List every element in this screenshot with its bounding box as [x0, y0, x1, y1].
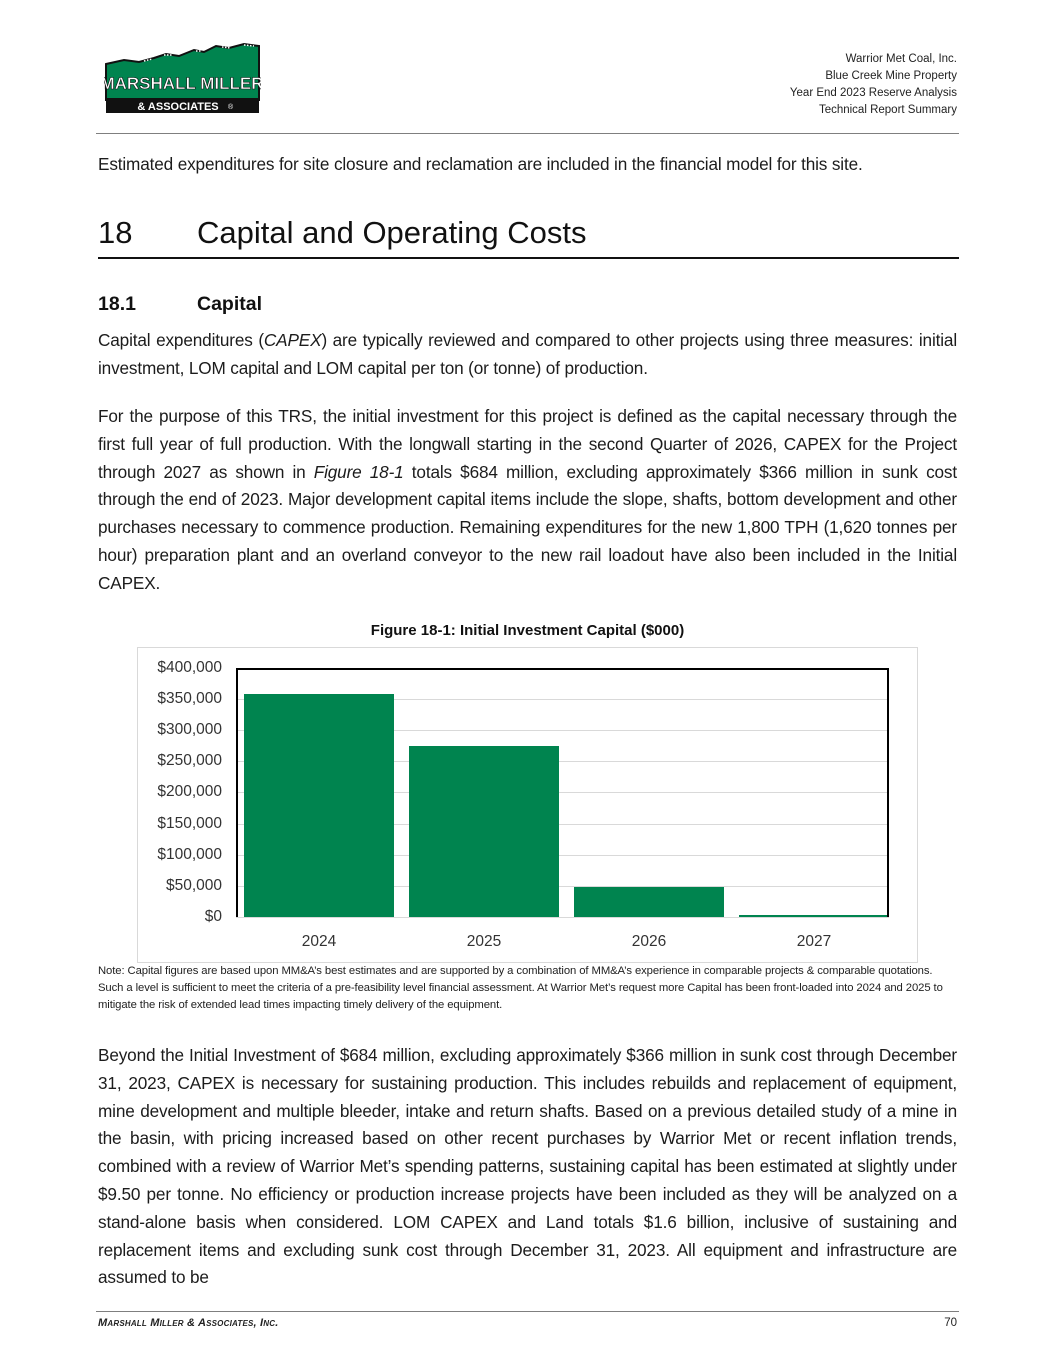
x-tick-label: 2025: [466, 933, 502, 950]
y-tick-label: $350,000: [157, 690, 222, 707]
section-number: 18: [98, 215, 133, 250]
capex-definition-paragraph: Capital expenditures (CAPEX) are typically reviewed and compared to other projects using three measures: initial investment, LOM capital and LOM capital per ton (or tonne) of production.: [98, 330, 957, 378]
property-name: Blue Creek Mine Property: [825, 70, 957, 82]
subsection-heading: [98, 290, 262, 318]
figure-note: Note: Capital figures are based upon MM&A’s best estimates and are supported by a combination of MM&A’s experience in comparable projects & comparable quotations. Such a level is sufficient to meet the criteria of a pre-feasibility level financial assessment. At Warrior Met’s request more Capital has been front-loaded into 2024 and 2025 to mitigate the risk of extended lead times impacting timely delivery of the equipment.: [98, 965, 943, 1011]
x-tick-label: 2027: [796, 933, 832, 950]
intro-paragraph: Estimated expenditures for site closure and reclamation are included in the financial model for this site.: [98, 154, 863, 174]
header-divider: [96, 133, 959, 134]
report-type: Technical Report Summary: [818, 104, 957, 116]
report-header-info: [790, 51, 957, 119]
analysis-name: Year End 2023 Reserve Analysis: [789, 87, 957, 99]
figure-caption: Figure 18-1: Initial Investment Capital ($000): [370, 622, 685, 639]
svg-text:& ASSOCIATES: & ASSOCIATES: [137, 101, 219, 113]
y-tick-label: $50,000: [165, 877, 222, 894]
y-tick-label: $250,000: [157, 752, 222, 769]
y-tick-label: $300,000: [157, 721, 222, 738]
subsection-title: Capital: [197, 293, 263, 315]
footer-divider: [96, 1311, 959, 1312]
y-tick-label: $200,000: [157, 783, 222, 800]
y-tick-label: $150,000: [157, 815, 222, 832]
section-heading: [98, 213, 959, 259]
section-title: Capital and Operating Costs: [197, 215, 587, 250]
initial-investment-paragraph: For the purpose of this TRS, the initial investment for this project is defined as the capital necessary through the first full year of full production. With the longwall starting in the second Quarter of 2026, CAPEX for the Project through 2027 as shown in Figure 18-1 totals $684 million, excluding approximately $366 million in sunk cost through the end of 2023. Major development capital items include the slope, shafts, bottom development and other purchases necessary to commence production. Remaining expenditures for the new 1,800 TPH (1,620 tonnes per hour) preparation plant and an overland conveyor to the new rail loadout have also been included in the Initial CAPEX.: [98, 406, 957, 593]
y-tick-label: $100,000: [157, 846, 222, 863]
x-axis-baseline: [236, 917, 889, 918]
x-tick-label: 2024: [301, 933, 337, 950]
company-logo: [104, 42, 261, 115]
svg-text:®: ®: [228, 104, 234, 111]
y-tick-label: $0: [204, 908, 222, 925]
mountain-logo-icon: [104, 42, 261, 115]
company-name: Warrior Met Coal, Inc.: [845, 53, 957, 65]
svg-text:MARSHALL MILLER: MARSHALL MILLER: [104, 74, 261, 93]
y-tick-label: $400,000: [157, 659, 222, 676]
plot-area: [236, 668, 889, 917]
footer-company: Marshall Miller & Associates, Inc.: [98, 1317, 279, 1329]
sustaining-capital-paragraph: Beyond the Initial Investment of $684 million, excluding approximately $366 million in sunk cost through December 31, 2023, CAPEX is necessary for sustaining production. This includes rebuilds and replacement of equipment, mine development and multiple bleeder, intake and return shafts. Based on a previous detailed study of a mine in the basin, with pricing increased based on other recent purchases by Warrior Met or recent inflation trends, combined with a review of Warrior Met’s spending patterns, sustaining capital has been estimated at slightly under $9.50 per tonne. No efficiency or production increase projects have been included as they will be analyzed on a stand-alone basis when considered. LOM CAPEX and Land totals $1.6 billion, inclusive of sustaining and replacement items and excluding sunk cost through December 31, 2023. All equipment and infrastructure are assumed to be: [98, 1045, 957, 1288]
page-number: 70: [944, 1317, 957, 1329]
subsection-number: 18.1: [98, 293, 136, 315]
x-tick-label: 2026: [631, 933, 667, 950]
